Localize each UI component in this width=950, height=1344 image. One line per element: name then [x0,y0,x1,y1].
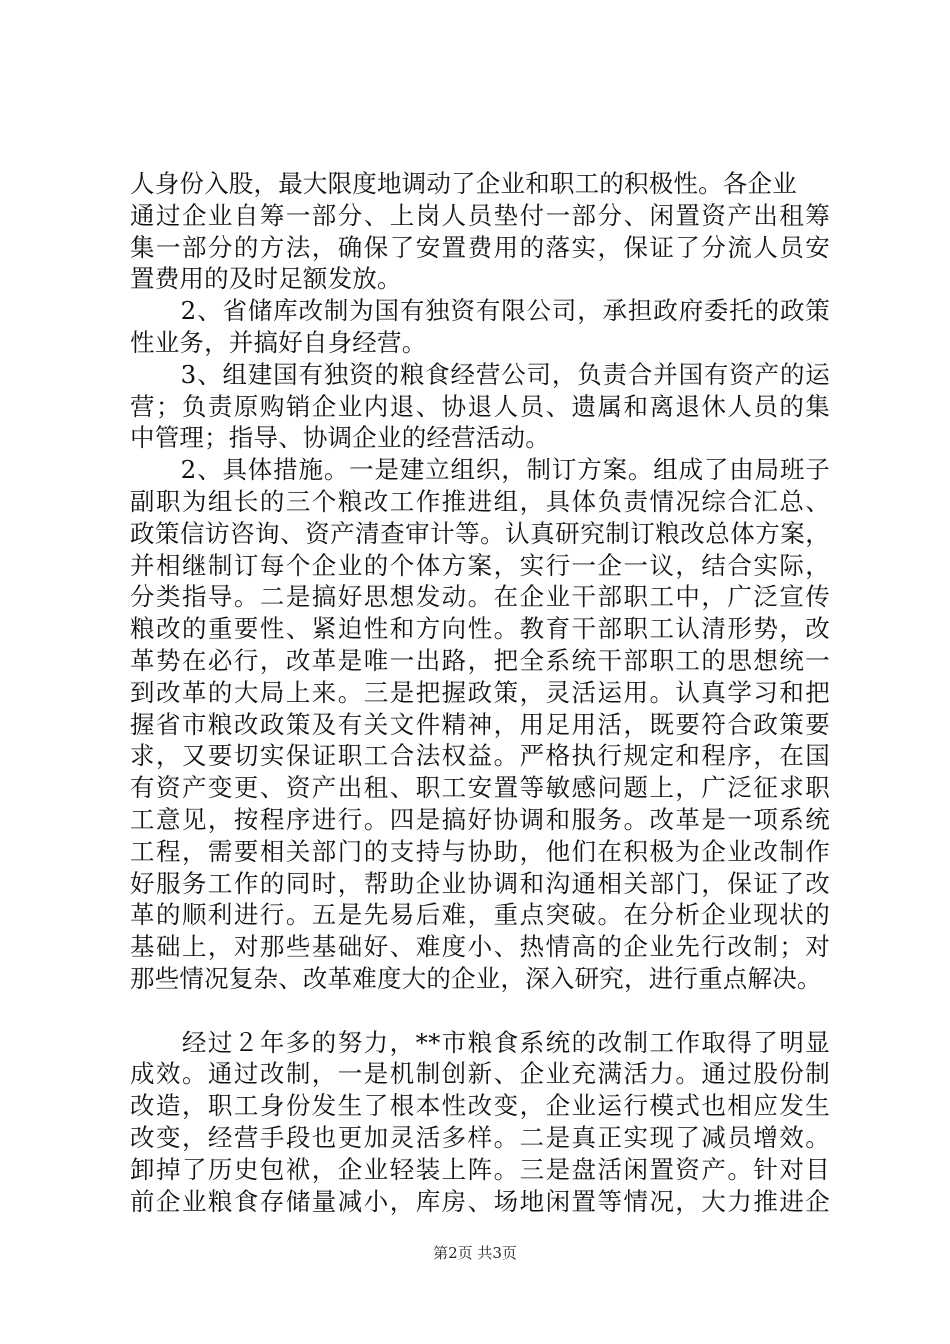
text-line: 人身份入股，最大限度地调动了企业和职工的积极性。各企业 [130,169,797,198]
text-line: 那些情况复杂、改革难度大的企业，深入研究，进行重点解决。 [130,963,822,993]
text-line: 粮改的重要性、紧迫性和方向性。教育干部职工认清形势，改 [130,614,830,644]
text-line: 改造，职工身份发生了根本性改变，企业运行模式也相应发生 [130,1091,830,1121]
text-line: 并相继制订每个企业的个体方案，实行一企一议，结合实际， [130,550,830,580]
text-line: 革势在必行，改革是唯一出路，把全系统干部职工的思想统一 [130,645,830,675]
text-line: 政策信访咨询、资产清查审计等。认真研究制订粮改总体方案， [130,518,830,548]
text-line: 通过企业自筹一部分、上岗人员垫付一部分、闲置资产出租筹 [130,200,830,230]
text-line: 前企业粮食存储量减小，库房、场地闲置等情况，大力推进企 [130,1186,830,1216]
page-number: 第2页 共3页 [433,1244,517,1262]
body-text [130,168,830,1217]
text-line: 工意见，按程序进行。四是搞好协调和服务。改革是一项系统 [130,804,830,834]
text-line: 中管理；指导、协调企业的经营活动。 [130,423,550,453]
text-line: 工程，需要相关部门的支持与协助，他们在积极为企业改制作 [130,836,830,866]
text-line: 分类指导。二是搞好思想发动。在企业干部职工中，广泛宣传 [130,582,830,612]
text-line: 2、省储库改制为国有独资有限公司，承担政府委托的政策 [130,296,830,326]
text-line: 2、具体措施。一是建立组织，制订方案。组成了由局班子 [130,455,830,485]
text-line: 握省市粮改政策及有关文件精神，用足用活，既要符合政策要 [130,709,830,739]
text-line: 好服务工作的同时，帮助企业协调和沟通相关部门，保证了改 [130,868,830,898]
text-line: 集一部分的方法，确保了安置费用的落实，保证了分流人员安 [130,232,830,262]
text-line: 基础上，对那些基础好、难度小、热情高的企业先行改制；对 [130,932,830,962]
paragraph-gap [130,995,830,1027]
text-line: 3、组建国有独资的粮食经营公司，负责合并国有资产的运 [130,359,830,389]
text-line: 有资产变更、资产出租、职工安置等敏感问题上，广泛征求职 [130,773,830,803]
text-line: 成效。通过改制，一是机制创新、企业充满活力。通过股份制 [130,1059,830,1089]
text-line: 置费用的及时足额发放。 [130,264,402,294]
text-line: 经过２年多的努力，**市粮食系统的改制工作取得了明显 [130,1027,830,1057]
text-line: 革的顺利进行。五是先易后难，重点突破。在分析企业现状的 [130,900,830,930]
text-line: 到改革的大局上来。三是把握政策，灵活运用。认真学习和把 [130,677,830,707]
text-line: 副职为组长的三个粮改工作推进组，具体负责情况综合汇总、 [130,486,830,516]
text-line: 改变，经营手段也更加灵活多样。二是真正实现了减员增效。 [130,1122,830,1152]
text-line: 求，又要切实保证职工合法权益。严格执行规定和程序，在国 [130,741,830,771]
text-line: 性业务，并搞好自身经营。 [130,327,427,357]
text-line: 营；负责原购销企业内退、协退人员、遗属和离退休人员的集 [130,391,830,421]
text-line: 卸掉了历史包袱，企业轻装上阵。三是盘活闲置资产。针对目 [130,1154,830,1184]
